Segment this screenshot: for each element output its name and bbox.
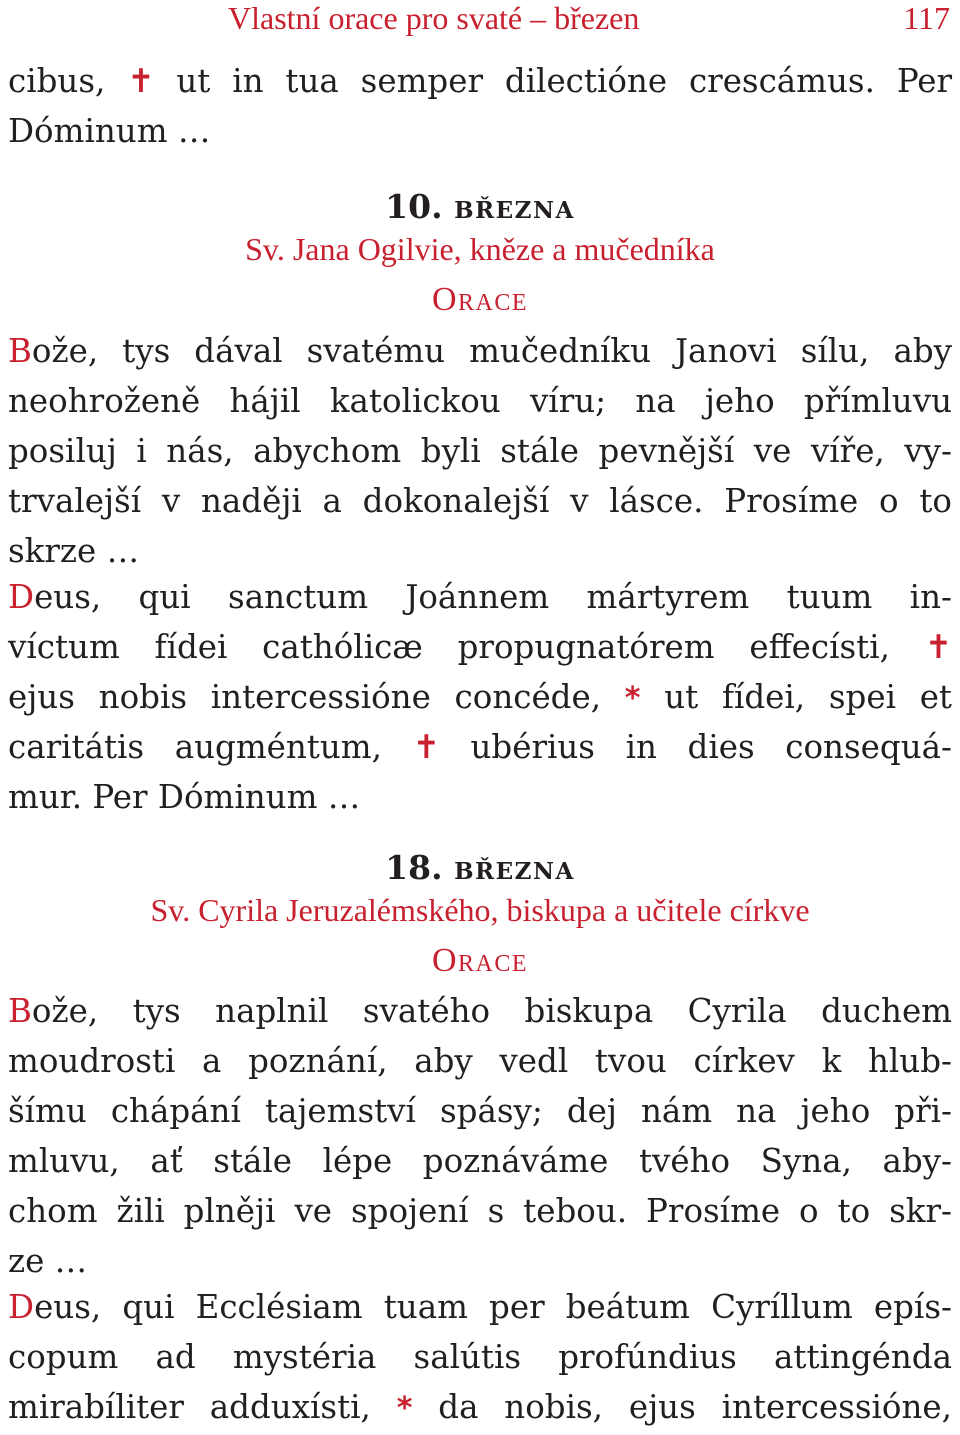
cross-icon: ✝	[924, 628, 952, 666]
text-line: caritátis augméntum, ✝ ubérius in dies consequá-	[8, 728, 952, 766]
initial-letter: B	[8, 332, 32, 370]
prayer-czech	[8, 986, 952, 1286]
text-line: Bože, tys dával svatému mučedníku Janovi sílu, aby	[8, 332, 952, 370]
prayer-latin	[8, 572, 952, 822]
text-line: neohroženě hájil katolickou víru; na jeho přímluvu	[8, 382, 952, 420]
text-line: chom žili plněji ve spojení s tebou. Prosíme o to skr-	[8, 1192, 952, 1230]
text-line: cibus, ✝ ut in tua semper dilectióne crescámus. Per	[8, 62, 952, 100]
prayer-heading: Orace	[431, 942, 529, 979]
prayer-czech	[8, 326, 952, 576]
text-line: moudrosti a poznání, aby vedl tvou církev k hlub-	[8, 1042, 952, 1080]
prayer-heading: Orace	[431, 281, 529, 318]
saint-title: Sv. Jana Ogilvie, kněze a mučedníka	[245, 231, 715, 267]
text-line: ze …	[8, 1242, 88, 1280]
page-number: 117	[903, 0, 950, 36]
feast-date: 18. března	[385, 848, 575, 887]
text-line: skrze …	[8, 532, 140, 570]
text-line: Deus, qui sanctum Joánnem mártyrem tuum in-	[8, 578, 952, 616]
running-title: Vlastní orace pro svaté – březen	[228, 0, 640, 36]
text-line: mur. Per Dóminum …	[8, 778, 361, 816]
text-line: trvalejší v naději a dokonalejší v lásce. Prosíme o to	[8, 482, 952, 520]
saint-title: Sv. Cyrila Jeruzalémského, biskupa a učitele církve	[150, 892, 810, 928]
text-line: mirabíliter adduxísti, * da nobis, ejus intercessióne,	[8, 1388, 952, 1426]
initial-letter: D	[8, 1288, 35, 1326]
text-line: mluvu, ať stále lépe poznáváme tvého Syna, aby-	[8, 1142, 952, 1180]
asterisk-icon: *	[396, 1391, 413, 1426]
asterisk-icon: *	[624, 681, 641, 716]
text-line: Dóminum …	[8, 112, 211, 150]
continuation-text	[8, 56, 952, 156]
text-line: posiluj i nás, abychom byli stále pevnější ve víře, vy-	[8, 432, 952, 470]
text-line: Deus, qui Ecclésiam tuam per beátum Cyríllum epís-	[8, 1288, 952, 1326]
cross-icon: ✝	[127, 62, 155, 100]
text-line: víctum fídei cathólicæ propugnatórem effecísti, ✝	[8, 628, 952, 666]
initial-letter: B	[8, 992, 32, 1030]
initial-letter: D	[8, 578, 35, 616]
text-line: Bože, tys naplnil svatého biskupa Cyrila duchem	[8, 992, 952, 1030]
text-line: šímu chápání tajemství spásy; dej nám na jeho při-	[8, 1092, 952, 1130]
prayer-latin	[8, 1282, 952, 1432]
text-line: ejus nobis intercessióne concéde, * ut fídei, spei et	[8, 678, 952, 716]
page-header	[0, 0, 960, 40]
cross-icon: ✝	[412, 728, 440, 766]
feast-date: 10. března	[385, 187, 575, 226]
text-line: copum ad mystéria salútis profúndius attingénda	[8, 1338, 952, 1376]
